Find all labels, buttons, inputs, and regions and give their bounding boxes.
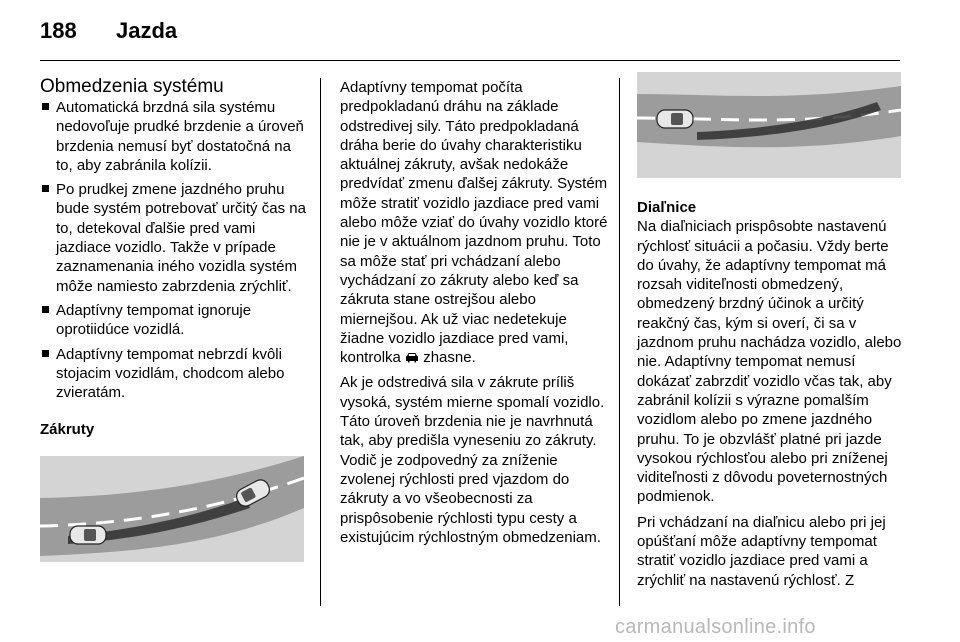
subheading-curves: Zákruty <box>40 421 95 439</box>
column-divider-1 <box>320 78 321 606</box>
bullet-square-icon <box>42 103 49 110</box>
curve-road-graphic <box>40 456 304 562</box>
own-car-graphic <box>70 526 106 544</box>
car-front-icon <box>405 352 419 363</box>
highway-road-graphic <box>637 72 901 178</box>
curve-illustration <box>40 456 304 562</box>
paragraph: Adaptívny tempomat počíta predpokladanú dráhu na základe odstredivej sily. Táto predpokladaná dráha berie do úvahy charakteristiku aktuálnej zákruty, avšak nedokáže predvídať zmenu ďalšej zákruty. Systém môže stratiť vozidlo jazdiace pred vami alebo môže vziať do úvahy vozidlo ktoré nie je v aktuálnom jazdnom pruhu. Toto sa môže stať pri vchádzaní alebo vychádzaní zo zákruty alebo keď sa zákruta stane ostrejšou alebo miernejšou. Ak už viac nedetekuje žiadne vozidlo jazdiace pred vami, kontrolka zhasne. <box>340 79 608 367</box>
paragraph: Na diaľniciach prispôsobte nastavenú rýchlosť situácii a počasiu. Vždy berte do úvahy, že adaptívny tempomat má rozsah viditeľnosti obmedzený, obmedzený brzdný účinok a určitý reakčný čas, kým si overí, či sa v jazdnom pruhu nachádza vozidlo, alebo nie. Adaptívny tempomat nemusí dokázať zabrzdiť vozidlo včas tak, aby zabránil kolízii s výrazne pomalším vozidlom alebo po zmene jazdného pruhu. To je obzvlášť platné pri jazde vysokou rýchlosťou alebo pri zníženej viditeľnosti z dôvodu poveternostných podmienok. <box>637 218 902 506</box>
limitations-list <box>40 98 308 402</box>
list-item: Po prudkej zmene jazdného pruhu bude systém potrebovať určitý čas na to, detekoval ďalšie pred vami jazdiace vozidlo. Takže v prípade zaznamenania iného vozidla systém môže namiesto zabrzdenia zrýchliť. <box>40 180 308 296</box>
bullet-square-icon <box>42 185 49 192</box>
paragraph: Pri vchádzaní na diaľnicu alebo pri jej opúšťaní môže adaptívny tempomat stratiť vozidlo jazdiace pred vami a zrýchliť na nastavenú rýchlosť. Z <box>637 513 886 589</box>
column-divider-2 <box>619 78 620 606</box>
list-item: Adaptívny tempomat nebrzdí kvôli stojacim vozidlám, chodcom alebo zvieratám. <box>40 345 308 403</box>
section-title: Obmedzenia systému <box>40 76 224 97</box>
column-3 <box>637 72 905 596</box>
chapter-title: Jazda <box>116 18 178 43</box>
header-rule <box>40 60 900 61</box>
own-car-graphic <box>657 110 693 128</box>
bullet-square-icon <box>42 306 49 313</box>
column-2 <box>340 78 608 553</box>
paragraph: Ak je odstredivá sila v zákrute príliš vysoká, systém mierne spomalí vozidlo. Táto úroveň brzdenia nie je navrhnutá tak, aby predišla vyneseniu zo zákruty. Vodič je zodpovedný za zníženie zvolenej rýchlosti pred vjazdom do zákruty a vo všeobecnosti za prispôsobenie rýchlosti typu cesty a existujúcim rýchlostným obmedzeniam. <box>340 374 605 546</box>
highway-illustration <box>637 72 901 178</box>
watermark: carmanualsonline.info <box>615 616 816 638</box>
column-1 <box>40 72 308 562</box>
page-number: 188 <box>40 18 77 43</box>
list-item: Adaptívny tempomat ignoruje oprotiidúce vozidlá. <box>40 301 308 340</box>
bullet-square-icon <box>42 350 49 357</box>
list-item: Automatická brzdná sila systému nedovoľuje prudké brzdenie a úroveň brzdenia nemusí byť dostatočná na to, aby zabránila kolízii. <box>40 98 308 175</box>
subheading-highways: Diaľnice <box>637 199 697 216</box>
